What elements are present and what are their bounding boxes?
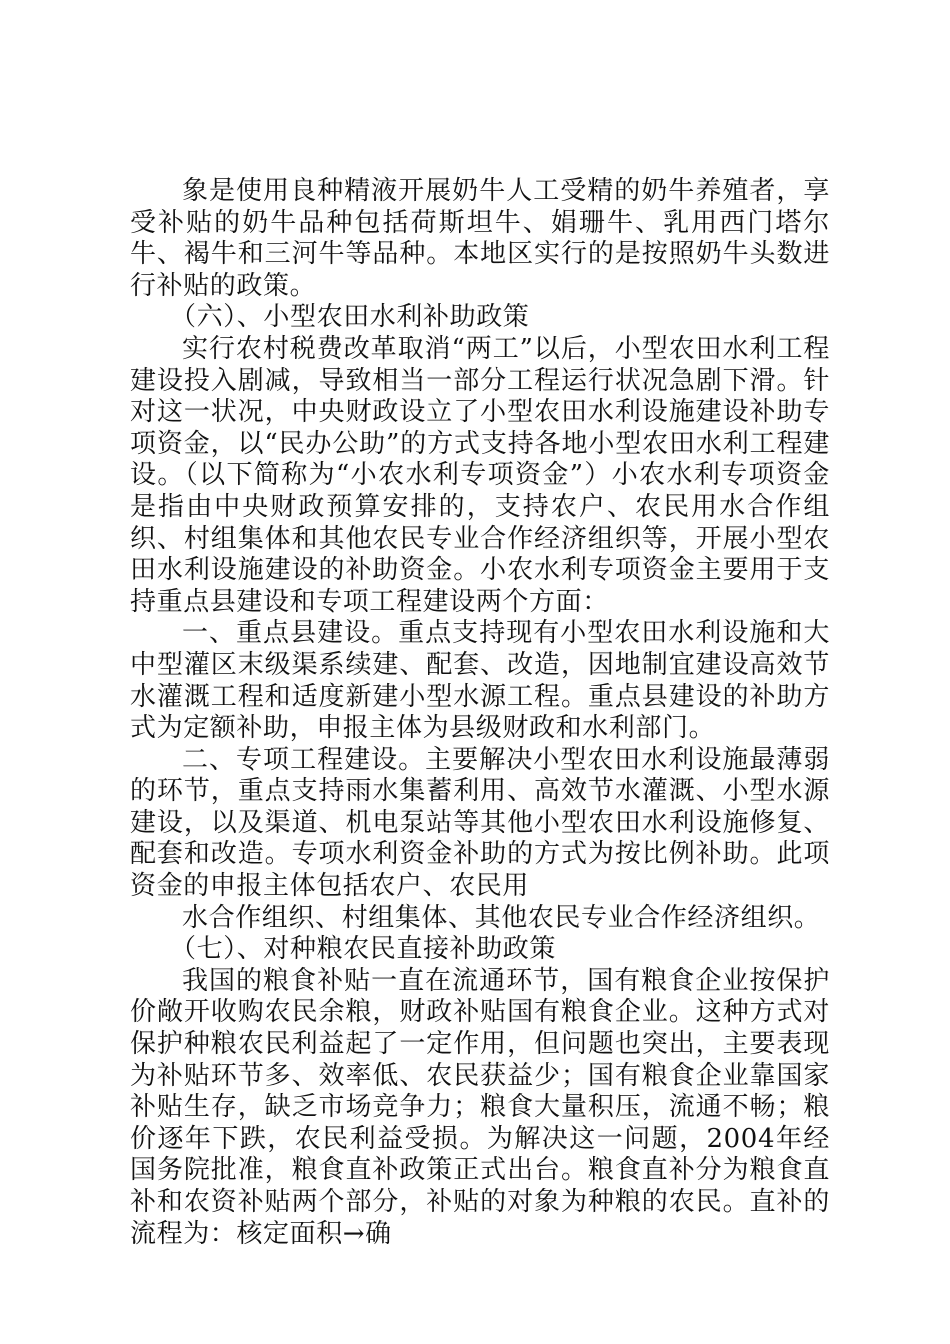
paragraph-special-project-continued: 水合作组织、村组集体、其他农民专业合作经济组织。 [182, 902, 821, 933]
section-heading-six: （六）、小型农田水利补助政策 [170, 302, 530, 333]
paragraph-special-project: 二、专项工程建设。主要解决小型农田水利设施最薄弱的环节，重点支持雨水集蓄利用、高效节水灌溉、小型水源建设，以及渠道、机电泵站等其他小型农田水利设施修复、配套和改造。专项水利资金补助的方式为按比例补助。此项资金的申报主体包括农户、农民用 [130, 744, 830, 902]
paragraph-continuation: 象是使用良种精液开展奶牛人工受精的奶牛养殖者，享受补贴的奶牛品种包括荷斯坦牛、娟珊牛、乳用西门塔尔牛、褐牛和三河牛等品种。本地区实行的是按照奶牛头数进行补贴的政策。 [130, 176, 830, 301]
paragraph-key-county: 一、重点县建设。重点支持现有小型农田水利设施和大中型灌区末级渠系续建、配套、改造，因地制宜建设高效节水灌溉工程和适度新建小型水源工程。重点县建设的补助方式为定额补助，申报主体为县级财政和水利部门。 [130, 618, 830, 744]
paragraph-grain-subsidy: 我国的粮食补贴一直在流通环节，国有粮食企业按保护价敞开收购农民余粮，财政补贴国有粮食企业。这种方式对保护种粮农民利益起了一定作用，但问题也突出，主要表现为补贴环节多、效率低、农民获益少；国有粮食企业靠国家补贴生存，缺乏市场竞争力；粮食大量积压，流通不畅；粮价逐年下跌，农民利益受损。为解决这一问题，2004年经国务院批准，粮食直补政策正式出台。粮食直补分为粮食直补和农资补贴两个部分，补贴的对象为种粮的农民。直补的流程为：核定面积→确 [130, 965, 830, 1249]
paragraph-water-conservancy-intro: 实行农村税费改革取消“两工”以后，小型农田水利工程建设投入剧减，导致相当一部分工程运行状况急剧下滑。针对这一状况，中央财政设立了小型农田水利设施建设补助专项资金，以“民办公助”的方式支持各地小型农田水利工程建设。（以下简称为“小农水利专项资金”）小农水利专项资金是指由中央财政预算安排的，支持农户、农民用水合作组织、村组集体和其他农民专业合作经济组织等，开展小型农田水利设施建设的补助资金。小农水利专项资金主要用于支持重点县建设和专项工程建设两个方面： [130, 333, 830, 617]
section-heading-seven: （七）、对种粮农民直接补助政策 [170, 934, 557, 965]
document-body [130, 176, 830, 1250]
